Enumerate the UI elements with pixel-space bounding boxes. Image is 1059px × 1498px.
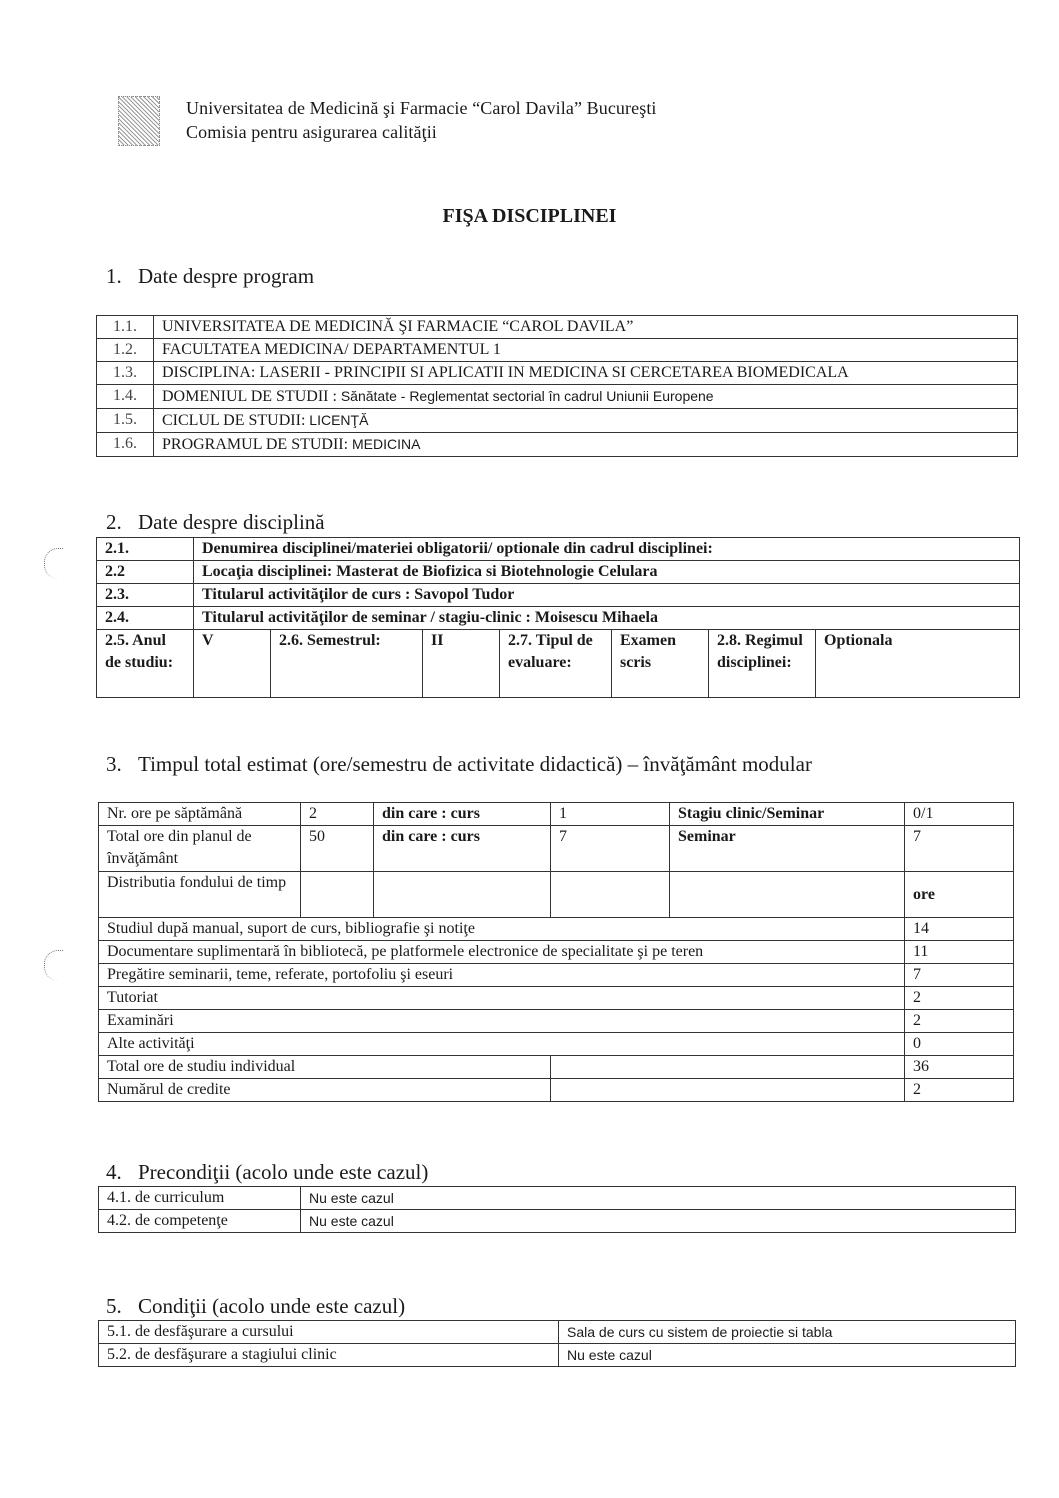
section-title: Date despre disciplină [138, 510, 325, 534]
table-row [99, 1344, 1016, 1367]
table-row [97, 584, 1020, 607]
row-number: 2.4. [97, 607, 194, 630]
section-title: Condiţii (acolo unde este cazul) [138, 1294, 406, 1318]
activity-label: Pregătire seminarii, teme, referate, portofoliu şi eseuri [99, 964, 905, 987]
table-row [99, 803, 1014, 826]
activity-row [99, 1033, 1014, 1056]
activity-row [99, 918, 1014, 941]
activity-hours: 7 [905, 964, 1014, 987]
activity-label: Alte activităţi [99, 1033, 905, 1056]
semester-label: 2.6. Semestrul: [271, 630, 423, 698]
activity-hours: 0 [905, 1033, 1014, 1056]
document-title: FIŞA DISCIPLINEI [442, 205, 617, 227]
year-label: 2.5. Anul de studiu: [97, 630, 194, 698]
table-row [97, 339, 1018, 362]
row-number: 2.3. [97, 584, 194, 607]
section-number: 4. [106, 1160, 122, 1184]
scan-artifact [44, 950, 63, 981]
conditions-table [98, 1320, 1016, 1367]
condition-value: Sala de curs cu sistem de proiectie si tabla [559, 1321, 1016, 1344]
table-row [97, 316, 1018, 339]
section-1-heading [106, 264, 314, 289]
total-value: 36 [905, 1056, 1014, 1079]
precondition-value: Nu este cazul [301, 1210, 1016, 1233]
table-row [97, 607, 1020, 630]
activity-row [99, 941, 1014, 964]
row-text: Locaţia disciplinei: Masterat de Biofizica si Biotehnologie Celulara [194, 561, 1020, 584]
section-title: Date despre program [138, 264, 315, 288]
total-course-value: 7 [551, 826, 670, 872]
university-name: Universitatea de Medicină şi Farmacie “Carol Davila” Bucureşti [186, 98, 657, 118]
table-row [97, 561, 1020, 584]
table-row [97, 362, 1018, 385]
total-label: Numărul de credite [99, 1079, 551, 1102]
total-label: Total ore de studiu individual [99, 1056, 551, 1079]
row-text: Denumirea disciplinei/materiei obligatorii/ optionale din cadrul disciplinei: [194, 538, 1020, 561]
semester-value: II [423, 630, 500, 698]
time-table [98, 802, 1014, 1102]
section-number: 3. [106, 752, 122, 776]
activity-hours: 11 [905, 941, 1014, 964]
total-other-value: 7 [905, 826, 1014, 872]
activity-hours: 14 [905, 918, 1014, 941]
condition-label: 5.1. de desfăşurare a cursului [99, 1321, 559, 1344]
section-title: Precondiţii (acolo unde este cazul) [138, 1160, 429, 1184]
year-value: V [194, 630, 271, 698]
section-number: 5. [106, 1294, 122, 1318]
row-value: MEDICINA [348, 436, 421, 452]
activity-label: Studiul după manual, suport de curs, bibliografie şi notiţe [99, 918, 905, 941]
activity-label: Documentare suplimentară în bibliotecă, pe platformele electronice de specialitate şi pe teren [99, 941, 905, 964]
total-hours-value: 50 [301, 826, 374, 872]
regime-label: 2.8. Regimul disciplinei: [709, 630, 816, 698]
table-row [99, 1187, 1016, 1210]
row-number: 1.4. [97, 385, 154, 409]
total-value: 2 [905, 1079, 1014, 1102]
activity-row [99, 1010, 1014, 1033]
preconditions-table [98, 1186, 1016, 1233]
activity-row [99, 964, 1014, 987]
weekly-other-value: 0/1 [905, 803, 1014, 826]
row-text: Titularul activităţilor de curs : Savopol Tudor [194, 584, 1020, 607]
discipline-table [96, 537, 1020, 698]
row-number: 1.6. [97, 433, 154, 457]
row-label: DISCIPLINA: LASERII - PRINCIPII SI APLICATII IN MEDICINA SI CERCETAREA BIOMEDICALA [162, 364, 849, 381]
evaluation-label: 2.7. Tipul de evaluare: [500, 630, 612, 698]
table-row [99, 826, 1014, 872]
activity-label: Examinări [99, 1010, 905, 1033]
row-value: Sănătate - Reglementat sectorial în cadrul Uniunii Europene [336, 388, 714, 404]
program-table [96, 315, 1018, 457]
row-label: FACULTATEA MEDICINA/ DEPARTAMENTUL 1 [162, 341, 501, 358]
commission-name: Comisia pentru asigurarea calităţii [186, 122, 437, 142]
row-number: 1.2. [97, 339, 154, 362]
regime-value: Optionala [816, 630, 1020, 698]
section-number: 2. [106, 510, 122, 534]
distribution-unit: ore [905, 872, 1014, 918]
section-4-heading [106, 1160, 428, 1185]
total-other-label: Seminar [670, 826, 905, 872]
precondition-value: Nu este cazul [301, 1187, 1016, 1210]
row-number: 1.1. [97, 316, 154, 339]
activity-hours: 2 [905, 1010, 1014, 1033]
total-row [99, 1079, 1014, 1102]
row-number: 1.5. [97, 409, 154, 433]
precondition-label: 4.1. de curriculum [99, 1187, 301, 1210]
table-row [99, 872, 1014, 918]
row-label: UNIVERSITATEA DE MEDICINĂ ŞI FARMACIE “CAROL DAVILA” [162, 318, 634, 335]
condition-label: 5.2. de desfăşurare a stagiului clinic [99, 1344, 559, 1367]
weekly-hours-value: 2 [301, 803, 374, 826]
details-row [97, 630, 1020, 698]
row-label: PROGRAMUL DE STUDII: [162, 436, 349, 453]
row-number: 2.1. [97, 538, 194, 561]
activity-label: Tutoriat [99, 987, 905, 1010]
section-number: 1. [106, 264, 122, 288]
table-row [97, 433, 1018, 457]
weekly-hours-label: Nr. ore pe săptămână [99, 803, 301, 826]
row-label: CICLUL DE STUDII: [162, 412, 306, 429]
activity-hours: 2 [905, 987, 1014, 1010]
weekly-other-label: Stagiu clinic/Seminar [670, 803, 905, 826]
row-number: 1.3. [97, 362, 154, 385]
table-row [99, 1321, 1016, 1344]
condition-value: Nu este cazul [559, 1344, 1016, 1367]
section-2-heading [106, 510, 325, 535]
table-row [97, 409, 1018, 433]
section-3-heading [106, 752, 812, 777]
precondition-label: 4.2. de competenţe [99, 1210, 301, 1233]
row-text: Titularul activităţilor de seminar / stagiu-clinic : Moisescu Mihaela [194, 607, 1020, 630]
distribution-label: Distributia fondului de timp [99, 872, 301, 918]
weekly-of-which-label: din care : curs [374, 803, 551, 826]
weekly-course-value: 1 [551, 803, 670, 826]
section-title: Timpul total estimat (ore/semestru de activitate didactică) – învăţământ modular [138, 752, 812, 776]
table-row [97, 385, 1018, 409]
table-row [97, 538, 1020, 561]
evaluation-value: Examen scris [612, 630, 709, 698]
total-hours-label: Total ore din planul de învăţământ [99, 826, 301, 872]
total-row [99, 1056, 1014, 1079]
scan-artifact [44, 548, 63, 579]
table-row [99, 1210, 1016, 1233]
total-of-which-label: din care : curs [374, 826, 551, 872]
row-label: DOMENIUL DE STUDII : [162, 388, 337, 405]
row-number: 2.2 [97, 561, 194, 584]
row-value: LICENŢĂ [305, 412, 369, 428]
university-crest-icon [118, 96, 160, 146]
activity-row [99, 987, 1014, 1010]
section-5-heading [106, 1294, 405, 1319]
